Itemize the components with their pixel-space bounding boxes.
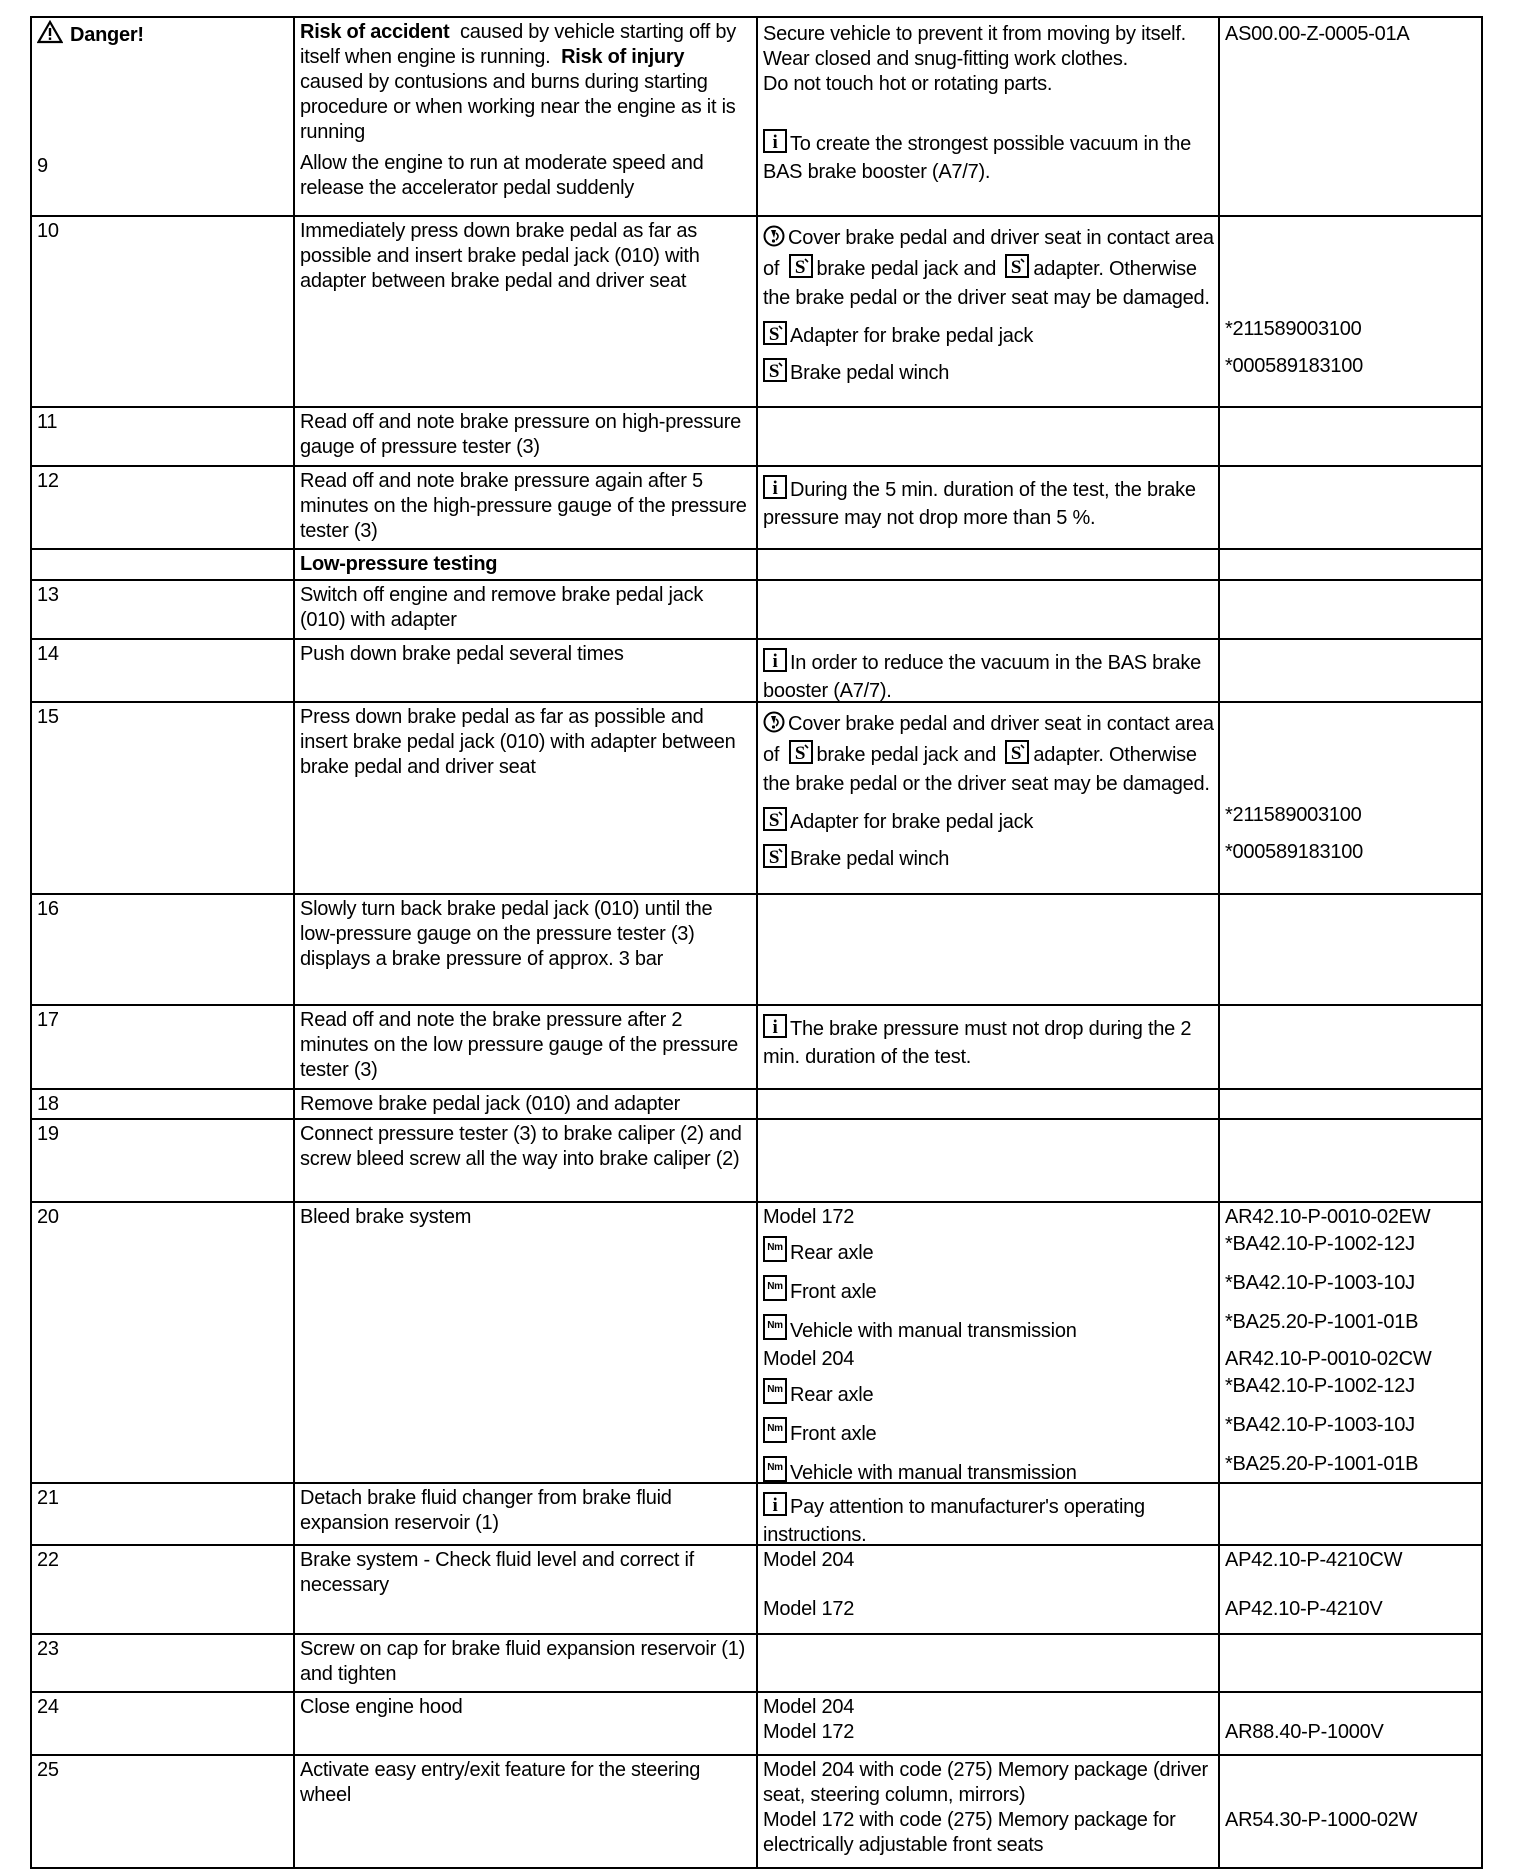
- step-description: Read off and note brake pressure again after 5 minutes on the high-pressure gauge of the pressure tester (3): [300, 470, 747, 542]
- svg-text:i: i: [772, 132, 778, 153]
- danger-label: [37, 20, 288, 51]
- note-text: [758, 1548, 1220, 1573]
- notes-cell: [756, 1006, 1481, 1088]
- description-cell: [293, 1203, 756, 1482]
- table-row: [32, 406, 1481, 465]
- note-tool: [758, 801, 1220, 838]
- step-description: Detach brake fluid changer from brake fluid expansion reservoir (1): [300, 1487, 672, 1534]
- step-description: Immediately press down brake pedal as far as possible and insert brake pedal jack (010) with adapter between brake pedal and driver seat: [300, 220, 700, 292]
- notes-cell: [756, 1484, 1481, 1544]
- torque-nm-icon: [763, 1417, 787, 1450]
- note-text: Cover brake pedal and driver seat in contact area of: [763, 713, 1214, 766]
- torque-nm-icon: [763, 1236, 787, 1269]
- step-description: Screw on cap for brake fluid expansion reservoir (1) and tighten: [300, 1638, 745, 1685]
- note-caution: [758, 705, 1220, 797]
- note-text: brake pedal jack and: [816, 744, 1002, 766]
- note-text: [758, 1758, 1220, 1808]
- description-cell: [293, 217, 756, 406]
- step-description: Read off and note brake pressure on high-pressure gauge of pressure tester (3): [300, 411, 742, 458]
- note-text: Cover brake pedal and driver seat in contact area of: [763, 227, 1214, 280]
- note-info: [758, 1008, 1220, 1070]
- step-number: 14: [37, 643, 59, 665]
- table-row: [32, 18, 1481, 215]
- note-text: [758, 1720, 1220, 1745]
- note-text: adapter. Otherwise the brake pedal or the driver seat may be damaged.: [763, 258, 1210, 309]
- note-text: [758, 72, 1220, 97]
- step-number: 13: [37, 584, 59, 606]
- note-text: The brake pressure must not drop during the 2 min. duration of the test.: [763, 1018, 1192, 1068]
- note-text: Rear axle: [790, 1384, 874, 1406]
- hazard-text: caused by vehicle starting off by itself when engine is running.: [300, 21, 742, 68]
- reference-code: [1220, 47, 1481, 72]
- step-number: 24: [37, 1696, 59, 1718]
- step-description: Brake system - Check fluid level and correct if necessary: [300, 1549, 694, 1596]
- special-tool-icon: [763, 807, 787, 838]
- reference-code: [1220, 642, 1481, 701]
- description-cell: [293, 895, 756, 1004]
- note-nm: [758, 1308, 1220, 1347]
- note-nm: [758, 1411, 1220, 1450]
- note-text: Model 204: [763, 1696, 855, 1718]
- description-cell: [293, 408, 756, 465]
- note-text: Model 172: [763, 1598, 855, 1620]
- step-number: 22: [37, 1549, 59, 1571]
- reference-code: [1220, 1486, 1481, 1544]
- step-cell: [32, 895, 293, 1004]
- torque-nm-icon: [763, 1456, 787, 1482]
- table-row: [32, 638, 1481, 701]
- svg-text:S: S: [768, 361, 780, 382]
- description-cell: [293, 1693, 756, 1754]
- step-number: 21: [37, 1487, 59, 1509]
- description-cell: [293, 1756, 756, 1867]
- table-row: [32, 465, 1481, 548]
- reference-code: [1220, 1695, 1481, 1720]
- note-text: Secure vehicle to prevent it from moving by itself.: [763, 23, 1186, 45]
- info-icon: [763, 1014, 787, 1045]
- notes-cell: [756, 640, 1481, 701]
- step-number: 20: [37, 1206, 59, 1228]
- notes-cell: [756, 1693, 1481, 1754]
- table-row: [32, 1691, 1481, 1754]
- reference-code: [1220, 1230, 1481, 1269]
- reference-code: [1220, 1720, 1481, 1745]
- reference-code: [1220, 1548, 1481, 1573]
- step-number: 11: [37, 411, 58, 433]
- note-text: Vehicle with manual transmission: [790, 1320, 1077, 1342]
- reference-link[interactable]: *211589003100: [1225, 804, 1362, 826]
- notes-cell: [756, 1546, 1481, 1633]
- hazard-keyword: Risk of injury: [561, 46, 685, 68]
- note-text: brake pedal jack and: [816, 258, 1002, 280]
- note-text: Do not touch hot or rotating parts.: [763, 73, 1053, 95]
- reference-link[interactable]: AP42.10-P-4210CW: [1225, 1549, 1403, 1571]
- reference-link[interactable]: AR54.30-P-1000-02W: [1225, 1809, 1418, 1831]
- reference-link[interactable]: AR42.10-P-0010-02CW: [1225, 1348, 1432, 1370]
- note-text: Pay attention to manufacturer's operating instructions.: [763, 1496, 1145, 1544]
- note-info: [758, 469, 1220, 531]
- reference-code: [1220, 315, 1481, 352]
- note-text: Brake pedal winch: [790, 362, 950, 384]
- info-icon: [763, 475, 787, 506]
- step-cell: [32, 408, 293, 465]
- svg-text:S: S: [794, 257, 805, 278]
- step-description: Press down brake pedal as far as possible and insert brake pedal jack (010) with adapter between brake pedal and driver seat: [300, 706, 736, 778]
- reference-code: [1220, 1372, 1481, 1411]
- step-cell: [32, 1203, 293, 1482]
- step-description: Activate easy entry/exit feature for the steering wheel: [300, 1759, 701, 1806]
- note-nm: [758, 1450, 1220, 1482]
- svg-text:Nm: Nm: [767, 1242, 783, 1253]
- note-text: Model 204: [763, 1549, 855, 1571]
- note-nm: [758, 1372, 1220, 1411]
- description-cell: [293, 640, 756, 701]
- step-number: 25: [37, 1759, 59, 1781]
- step-cell: [32, 703, 293, 893]
- svg-text:S: S: [768, 810, 780, 831]
- step-cell: [32, 1484, 293, 1544]
- note-text: [758, 1347, 1220, 1372]
- notes-cell: [756, 1203, 1481, 1482]
- svg-text:S: S: [768, 847, 780, 868]
- note-text: Brake pedal winch: [790, 848, 950, 870]
- svg-text:Nm: Nm: [767, 1423, 783, 1434]
- description-cell: [293, 1006, 756, 1088]
- note-text: Adapter for brake pedal jack: [790, 811, 1034, 833]
- step-cell: [32, 1635, 293, 1691]
- description-cell: [293, 18, 756, 215]
- section-heading: Low-pressure testing: [300, 553, 498, 575]
- table-row: [32, 1118, 1481, 1201]
- reference-link[interactable]: *BA25.20-P-1001-01B: [1225, 1311, 1419, 1333]
- step-cell: [32, 18, 293, 215]
- reference-code: [1220, 72, 1481, 97]
- reference-code: [1220, 352, 1481, 389]
- notes-cell: [756, 408, 1481, 465]
- note-text: Rear axle: [790, 1242, 874, 1264]
- reference-link[interactable]: AR42.10-P-0010-02EW: [1225, 1206, 1431, 1228]
- step-number: 10: [37, 220, 59, 242]
- reference-link[interactable]: *BA42.10-P-1002-12J: [1225, 1375, 1415, 1397]
- special-tool-icon: [789, 740, 813, 771]
- description-cell: [293, 703, 756, 893]
- note-text: To create the strongest possible vacuum in the BAS brake booster (A7/7).: [763, 133, 1191, 183]
- description-cell: [293, 1090, 756, 1118]
- note-text: Vehicle with manual transmission: [790, 1462, 1077, 1482]
- reference-code: [1220, 123, 1481, 185]
- table-row: [32, 1633, 1481, 1691]
- step-description: Slowly turn back brake pedal jack (010) until the low-pressure gauge on the pressure tester (3) displays a brake pressure of approx. 3 bar: [300, 898, 713, 970]
- notes-cell: [756, 1756, 1481, 1867]
- svg-text:Nm: Nm: [767, 1320, 783, 1331]
- notes-cell: [756, 18, 1481, 215]
- danger-text: Danger!: [70, 24, 144, 46]
- note-text: Adapter for brake pedal jack: [790, 325, 1034, 347]
- step-number: 18: [37, 1093, 59, 1115]
- reference-code: [1220, 705, 1481, 797]
- step-number: 15: [37, 706, 59, 728]
- step-description: Allow the engine to run at moderate speed and release the accelerator pedal suddenly: [300, 152, 704, 199]
- note-text: [758, 1808, 1220, 1858]
- reference-link[interactable]: AS00.00-Z-0005-01A: [1225, 23, 1410, 45]
- description-cell: [293, 1635, 756, 1691]
- warning-triangle-icon: [37, 20, 63, 51]
- note-caution: [758, 219, 1220, 311]
- svg-text:Nm: Nm: [767, 1384, 783, 1395]
- info-icon: [763, 1492, 787, 1523]
- step-cell: [32, 467, 293, 548]
- svg-text:Nm: Nm: [767, 1281, 783, 1292]
- description-cell: [293, 550, 756, 579]
- note-info: [758, 123, 1220, 185]
- step-cell: [32, 640, 293, 701]
- note-text: Front axle: [790, 1281, 877, 1303]
- step-description: Remove brake pedal jack (010) and adapter: [300, 1093, 680, 1115]
- step-description: Read off and note the brake pressure after 2 minutes on the low pressure gauge of the pressure tester (3): [300, 1009, 739, 1081]
- table-row: [32, 1201, 1481, 1482]
- hazard-text: caused by contusions and burns during starting procedure or when working near the engine as it is running: [300, 46, 741, 143]
- note-tool: [758, 352, 1220, 389]
- reference-link[interactable]: *BA25.20-P-1001-01B: [1225, 1453, 1419, 1475]
- table-row: [32, 215, 1481, 406]
- reference-code: [1220, 1269, 1481, 1308]
- step-number: 19: [37, 1123, 59, 1145]
- reference-code: [1220, 1758, 1481, 1808]
- note-info: [758, 1486, 1220, 1544]
- notes-cell: [756, 467, 1481, 548]
- reference-code: [1220, 1205, 1481, 1230]
- svg-text:i: i: [772, 651, 778, 672]
- step-cell: [32, 1693, 293, 1754]
- step-description: Switch off engine and remove brake pedal jack (010) with adapter: [300, 584, 704, 631]
- note-text: adapter. Otherwise the brake pedal or the driver seat may be damaged.: [763, 744, 1210, 795]
- description-cell: [293, 581, 756, 638]
- step-number: 17: [37, 1009, 59, 1031]
- step-cell: [32, 1090, 293, 1118]
- step-description: Bleed brake system: [300, 1206, 472, 1228]
- table-row: [32, 579, 1481, 638]
- reference-code: [1220, 1597, 1481, 1622]
- reference-code: [1220, 1308, 1481, 1347]
- step-number: 12: [37, 470, 59, 492]
- reference-code: [1220, 1008, 1481, 1070]
- special-tool-icon: [763, 844, 787, 875]
- svg-text:i: i: [772, 1495, 778, 1516]
- svg-text:S: S: [794, 743, 805, 764]
- step-cell: [32, 581, 293, 638]
- table-row: [32, 1754, 1481, 1867]
- reference-link[interactable]: AR88.40-P-1000V: [1225, 1721, 1384, 1743]
- reference-code: [1220, 838, 1481, 875]
- note-text: [758, 22, 1220, 47]
- step-number: 23: [37, 1638, 59, 1660]
- hazard-description: [300, 20, 751, 145]
- notes-cell: [756, 217, 1481, 406]
- step-cell: [32, 1756, 293, 1867]
- note-tool: [758, 838, 1220, 875]
- table-row: [32, 1088, 1481, 1118]
- procedure-table: [30, 16, 1483, 1869]
- torque-nm-icon: [763, 1275, 787, 1308]
- hazard-keyword: Risk of accident: [300, 21, 450, 43]
- caution-icon: [763, 225, 785, 254]
- reference-code: [1220, 1808, 1481, 1858]
- table-row: [32, 701, 1481, 893]
- step-description: Close engine hood: [300, 1696, 463, 1718]
- step-cell: [32, 550, 293, 579]
- note-info: [758, 642, 1220, 701]
- step-description: Connect pressure tester (3) to brake caliper (2) and screw bleed screw all the way into brake caliper (2): [300, 1123, 742, 1170]
- svg-text:S: S: [1011, 257, 1022, 278]
- reference-code: [1220, 219, 1481, 311]
- notes-cell: [756, 550, 1481, 579]
- note-text: [758, 1695, 1220, 1720]
- reference-link[interactable]: *000589183100: [1225, 841, 1364, 863]
- note-nm: [758, 1269, 1220, 1308]
- notes-cell: [756, 1120, 1481, 1201]
- reference-code: [1220, 22, 1481, 47]
- torque-nm-icon: [763, 1314, 787, 1347]
- svg-text:i: i: [772, 478, 778, 499]
- reference-link[interactable]: *BA42.10-P-1003-10J: [1225, 1272, 1415, 1294]
- note-text: In order to reduce the vacuum in the BAS brake booster (A7/7).: [763, 652, 1201, 701]
- step-cell: [32, 1546, 293, 1633]
- notes-cell: [756, 581, 1481, 638]
- reference-code: [1220, 1450, 1481, 1482]
- reference-code: [1220, 801, 1481, 838]
- step-number: 16: [37, 898, 59, 920]
- special-tool-icon: [763, 321, 787, 352]
- info-icon: [763, 648, 787, 679]
- note-nm: [758, 1230, 1220, 1269]
- table-row: [32, 893, 1481, 1004]
- special-tool-icon: [763, 358, 787, 389]
- svg-text:S: S: [768, 324, 780, 345]
- reference-link[interactable]: *BA42.10-P-1003-10J: [1225, 1414, 1415, 1436]
- svg-text:i: i: [772, 1017, 778, 1038]
- notes-cell: [756, 1635, 1481, 1691]
- caution-icon: [763, 711, 785, 740]
- description-cell: [293, 1484, 756, 1544]
- step-number: 9: [37, 155, 48, 177]
- note-text: During the 5 min. duration of the test, the brake pressure may not drop more than 5 %.: [763, 479, 1196, 529]
- special-tool-icon: [1005, 740, 1029, 771]
- note-text: [758, 47, 1220, 72]
- table-row: [32, 1544, 1481, 1633]
- description-cell: [293, 467, 756, 548]
- reference-code: [1220, 1411, 1481, 1450]
- table-row: [32, 1004, 1481, 1088]
- svg-text:Nm: Nm: [767, 1462, 783, 1473]
- svg-text:S: S: [1011, 743, 1022, 764]
- note-text: Model 204: [763, 1348, 855, 1370]
- special-tool-icon: [789, 254, 813, 285]
- note-text: Model 172 with code (275) Memory package for electrically adjustable front seats: [763, 1809, 1176, 1856]
- table-row: [32, 548, 1481, 579]
- description-cell: [293, 1120, 756, 1201]
- note-text: Model 172: [763, 1721, 855, 1743]
- special-tool-icon: [1005, 254, 1029, 285]
- notes-cell: [756, 703, 1481, 893]
- note-text: Front axle: [790, 1423, 877, 1445]
- reference-link[interactable]: *000589183100: [1225, 355, 1364, 377]
- note-tool: [758, 315, 1220, 352]
- step-description: Push down brake pedal several times: [300, 643, 624, 665]
- reference-link[interactable]: AP42.10-P-4210V: [1225, 1598, 1383, 1620]
- step-cell: [32, 1006, 293, 1088]
- notes-cell: [756, 1090, 1481, 1118]
- note-text: [758, 1205, 1220, 1230]
- step-cell: [32, 217, 293, 406]
- torque-nm-icon: [763, 1378, 787, 1411]
- notes-cell: [756, 895, 1481, 1004]
- note-text: Wear closed and snug-fitting work clothes.: [763, 48, 1128, 70]
- table-row: [32, 1482, 1481, 1544]
- reference-code: [1220, 469, 1481, 531]
- description-cell: [293, 1546, 756, 1633]
- step-cell: [32, 1120, 293, 1201]
- reference-link[interactable]: *BA42.10-P-1002-12J: [1225, 1233, 1415, 1255]
- note-text: [758, 1597, 1220, 1622]
- reference-link[interactable]: *211589003100: [1225, 318, 1362, 340]
- reference-code: [1220, 1347, 1481, 1372]
- info-icon: [763, 129, 787, 160]
- note-text: Model 204 with code (275) Memory package (driver seat, steering column, mirrors): [763, 1759, 1208, 1806]
- note-text: Model 172: [763, 1206, 855, 1228]
